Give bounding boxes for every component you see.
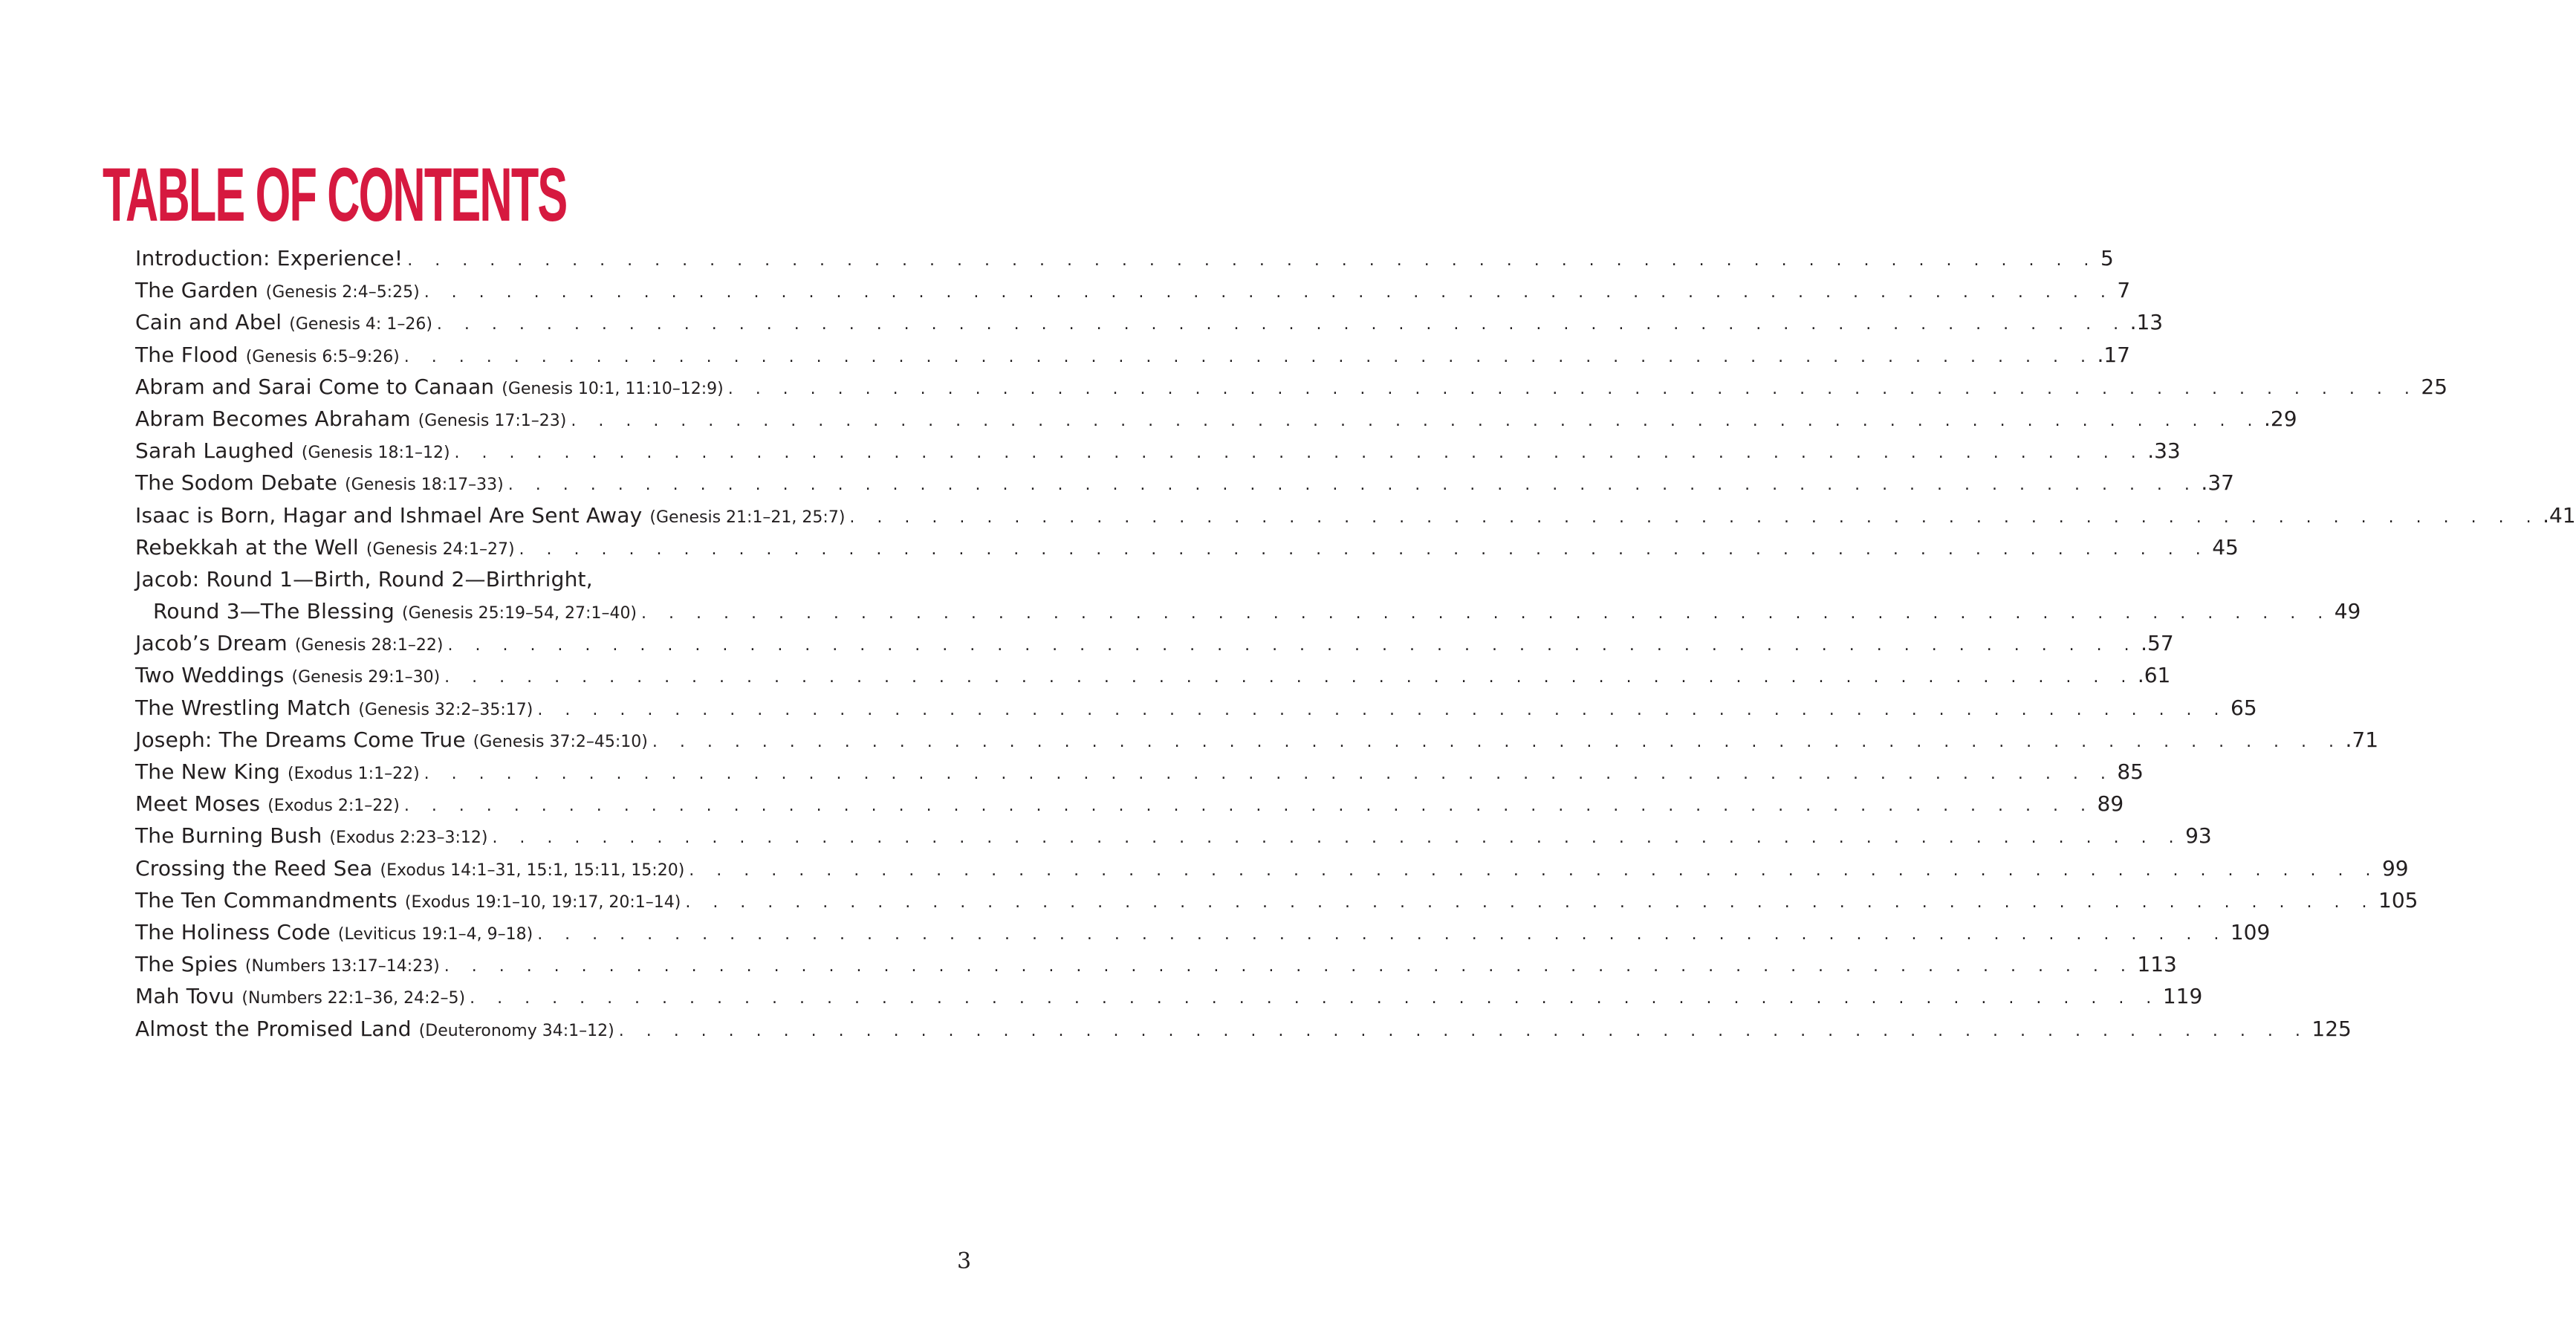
dot-leader: . . . . . . . . . . . . . . . . . . . . . . . . . . . . . . . . . . . . . . . . . . . . . . . . . . . . . . . . . . . . . . bbox=[519, 539, 2210, 559]
dot-leader: . . . . . . . . . . . . . . . . . . . . . . . . . . . . . . . . . . . . . . . . . . . . . . . . . . . . . . . . . . . . . . bbox=[689, 860, 2379, 880]
dot-leader: . . . . . . . . . . . . . . . . . . . . . . . . . . . . . . . . . . . . . . . . . . . . . . . . . . . . . . . . . . . . . . bbox=[537, 700, 2228, 719]
dot-leader: . . . . . . . . . . . . . . . . . . . . . . . . . . . . . . . . . . . . . . . . . . . . . . . . . . . . . . . . . . . . . . bbox=[436, 315, 2127, 334]
toc-entry-reference: (Genesis 28:1–22) bbox=[294, 636, 444, 655]
toc-entry-title: The Spies bbox=[135, 952, 238, 977]
toc-entry-page: .71 bbox=[2345, 727, 2379, 752]
toc-entry bbox=[135, 727, 2379, 759]
toc-entry-reference: (Genesis 17:1–23) bbox=[418, 411, 567, 430]
toc-entry-reference: (Genesis 4: 1–26) bbox=[289, 315, 432, 334]
toc-entry-title: The Ten Commandments bbox=[135, 887, 398, 913]
toc-entry-page: 119 bbox=[2162, 984, 2203, 1009]
toc-entry bbox=[135, 502, 2576, 535]
toc-entry-page: .57 bbox=[2141, 631, 2174, 656]
toc-entry-page: 85 bbox=[2117, 759, 2144, 784]
toc-entry-page: 125 bbox=[2311, 1016, 2352, 1041]
toc-entry-title: Cain and Abel bbox=[135, 310, 282, 335]
toc-entry-reference: (Exodus 19:1–10, 19:17, 20:1–14) bbox=[404, 892, 681, 912]
toc-entry bbox=[135, 278, 2131, 310]
dot-leader: . . . . . . . . . . . . . . . . . . . . . . . . . . . . . . . . . . . . . . . . . . . . . . . . . . . . . . . . . . . . . . bbox=[727, 379, 2418, 398]
toc-entry-reference: (Genesis 10:1, 11:10–12:9) bbox=[502, 379, 724, 398]
toc-entry-title: The Burning Bush bbox=[135, 823, 322, 849]
toc-entry bbox=[135, 310, 2164, 342]
toc-entry-reference: (Genesis 18:17–33) bbox=[345, 476, 504, 495]
toc-entry-page: .17 bbox=[2097, 342, 2130, 367]
toc-entry-page: 49 bbox=[2334, 599, 2361, 624]
dot-leader: . . . . . . . . . . . . . . . . . . . . . . . . . . . . . . . . . . . . . . . . . . . . . . . . . . . . . . . . . . . . . . bbox=[641, 604, 2332, 623]
toc-entry-reference: (Genesis 25:19–54, 27:1–40) bbox=[401, 604, 637, 623]
toc-entry-title: The Flood bbox=[135, 342, 239, 367]
toc-entry-reference: (Genesis 18:1–12) bbox=[301, 444, 450, 463]
toc-entry bbox=[135, 342, 2130, 375]
toc-entry-title: Round 3—The Blessing bbox=[153, 599, 395, 624]
toc-entry-title: Rebekkah at the Well bbox=[135, 534, 359, 560]
toc-entry-reference: (Leviticus 19:1–4, 9–18) bbox=[337, 924, 533, 944]
dot-leader: . . . . . . . . . . . . . . . . . . . . . . . . . . . . . . . . . . . . . . . . . . . . . . . . . . . . . . . . . . . . . . bbox=[571, 411, 2262, 430]
toc-entry-title: Crossing the Reed Sea bbox=[135, 855, 373, 881]
toc-entry bbox=[135, 887, 2418, 920]
dot-leader: . . . . . . . . . . . . . . . . . . . . . . . . . . . . . . . . . . . . . . . . . . . . . . . . . . . . . . . . . . . . . . bbox=[492, 829, 2183, 848]
toc-entry-page: 93 bbox=[2185, 823, 2212, 849]
toc-entry-title: The Garden bbox=[135, 278, 259, 303]
toc-entry-reference: (Genesis 37:2–45:10) bbox=[473, 732, 648, 751]
toc-entry-page: 65 bbox=[2231, 695, 2257, 720]
dot-leader: . . . . . . . . . . . . . . . . . . . . . . . . . . . . . . . . . . . . . . . . . . . . . . . . . . . . . . . . . . . . . . bbox=[407, 251, 2098, 270]
toc-entry-title: Jacob’s Dream bbox=[135, 631, 288, 656]
toc-entry-reference: (Deuteronomy 34:1–12) bbox=[418, 1021, 614, 1040]
toc-entry bbox=[135, 599, 2361, 631]
toc-entry-page: .41 bbox=[2543, 502, 2576, 528]
toc-entry-reference: (Numbers 22:1–36, 24:2–5) bbox=[241, 989, 466, 1008]
dot-leader: . . . . . . . . . . . . . . . . . . . . . . . . . . . . . . . . . . . . . . . . . . . . . . . . . . . . . . . . . . . . . . bbox=[424, 765, 2115, 783]
dot-leader: . . . . . . . . . . . . . . . . . . . . . . . . . . . . . . . . . . . . . . . . . . . . . . . . . . . . . . . . . . . . . . bbox=[454, 444, 2145, 463]
toc-entry bbox=[135, 663, 2171, 695]
toc-entry bbox=[135, 919, 2271, 952]
dot-leader: . . . . . . . . . . . . . . . . . . . . . . . . . . . . . . . . . . . . . . . . . . . . . . . . . . . . . . . . . . . . . . bbox=[403, 797, 2095, 816]
toc-entry-reference: (Genesis 6:5–9:26) bbox=[245, 347, 400, 366]
toc-entry-title: Mah Tovu bbox=[135, 984, 235, 1009]
toc-entry-reference: (Genesis 21:1–21, 25:7) bbox=[649, 508, 846, 527]
dot-leader: . . . . . . . . . . . . . . . . . . . . . . . . . . . . . . . . . . . . . . . . . . . . . . . . . . . . . . . . . . . . . . bbox=[444, 668, 2135, 687]
toc-entry-reference: (Exodus 2:23–3:12) bbox=[329, 829, 488, 848]
toc-entry-title: Two Weddings bbox=[135, 663, 285, 688]
toc-entry-page: 89 bbox=[2097, 791, 2124, 817]
dot-leader: . . . . . . . . . . . . . . . . . . . . . . . . . . . . . . . . . . . . . . . . . . . . . . . . . . . . . . . . . . . . . . bbox=[507, 476, 2199, 495]
toc-entry bbox=[135, 374, 2448, 406]
toc-entry bbox=[135, 406, 2297, 438]
dot-leader: . . . . . . . . . . . . . . . . . . . . . . . . . . . . . . . . . . . . . . . . . . . . . . . . . . . . . . . . . . . . . . bbox=[447, 636, 2138, 655]
toc-entry-page: 109 bbox=[2230, 919, 2271, 944]
toc-entry bbox=[135, 823, 2212, 855]
toc-entry-title: Meet Moses bbox=[135, 791, 261, 817]
toc-entry bbox=[135, 534, 2239, 567]
toc-entry-reference: (Genesis 2:4–5:25) bbox=[265, 283, 420, 302]
toc-list bbox=[135, 246, 2576, 1048]
toc-entry bbox=[135, 1016, 2352, 1048]
toc-entry-title: Sarah Laughed bbox=[135, 438, 294, 464]
toc-entry bbox=[135, 695, 2257, 727]
dot-leader: . . . . . . . . . . . . . . . . . . . . . . . . . . . . . . . . . . . . . . . . . . . . . . . . . . . . . . . . . . . . . . bbox=[652, 732, 2343, 751]
toc-entry-page: 5 bbox=[2100, 246, 2114, 270]
toc-entry bbox=[135, 438, 2181, 470]
toc-entry bbox=[135, 246, 2114, 278]
toc-entry-page: .33 bbox=[2147, 438, 2181, 464]
dot-leader: . . . . . . . . . . . . . . . . . . . . . . . . . . . . . . . . . . . . . . . . . . . . . . . . . . . . . . . . . . . . . . bbox=[470, 989, 2160, 1008]
toc-entry-title: The Holiness Code bbox=[135, 919, 331, 944]
toc-entry-title: Isaac is Born, Hagar and Ishmael Are Sent Away bbox=[135, 502, 643, 528]
toc-entry-reference: (Exodus 1:1–22) bbox=[288, 765, 420, 783]
toc-entry bbox=[135, 952, 2177, 984]
toc-entry bbox=[135, 759, 2144, 791]
dot-leader: . . . . . . . . . . . . . . . . . . . . . . . . . . . . . . . . . . . . . . . . . . . . . . . . . . . . . . . . . . . . . . bbox=[618, 1021, 2309, 1040]
toc-entry-title: Jacob: Round 1—Birth, Round 2—Birthright, bbox=[135, 566, 593, 591]
toc-entry-page: .37 bbox=[2201, 470, 2234, 496]
page-number: 3 bbox=[957, 1248, 972, 1274]
toc-entry-page: 99 bbox=[2381, 855, 2409, 881]
toc-entry-title: Almost the Promised Land bbox=[135, 1016, 412, 1041]
toc-entry-page: 25 bbox=[2421, 374, 2448, 399]
toc-entry-reference: (Exodus 2:1–22) bbox=[267, 797, 400, 816]
dot-leader: . . . . . . . . . . . . . . . . . . . . . . . . . . . . . . . . . . . . . . . . . . . . . . . . . . . . . . . . . . . . . . bbox=[403, 347, 2095, 366]
toc-entry-reference: (Genesis 32:2–35:17) bbox=[358, 700, 533, 719]
toc-entry-page: .61 bbox=[2137, 663, 2171, 688]
dot-leader: . . . . . . . . . . . . . . . . . . . . . . . . . . . . . . . . . . . . . . . . . . . . . . . . . . . . . . . . . . . . . . bbox=[537, 924, 2228, 944]
toc-entry bbox=[135, 631, 2174, 663]
toc-entry-page: 45 bbox=[2212, 534, 2239, 560]
toc-entry bbox=[135, 791, 2124, 823]
dot-leader: . . . . . . . . . . . . . . . . . . . . . . . . . . . . . . . . . . . . . . . . . . . . . . . . . . . . . . . . . . . . . . bbox=[444, 957, 2135, 976]
toc-entry bbox=[135, 855, 2409, 888]
dot-leader: . . . . . . . . . . . . . . . . . . . . . . . . . . . . . . . . . . . . . . . . . . . . . . . . . . . . . . . . . . . . . . bbox=[424, 283, 2115, 302]
toc-entry-title: The Sodom Debate bbox=[135, 470, 338, 496]
toc-entry-title: Joseph: The Dreams Come True bbox=[135, 727, 466, 752]
toc-entry-page: 105 bbox=[2378, 887, 2418, 913]
toc-entry bbox=[135, 567, 951, 599]
toc-entry-reference: (Numbers 13:17–14:23) bbox=[244, 957, 440, 976]
toc-entry bbox=[135, 984, 2203, 1016]
toc-entry-title: Abram and Sarai Come to Canaan bbox=[135, 374, 495, 399]
toc-entry-reference: (Exodus 14:1–31, 15:1, 15:11, 15:20) bbox=[380, 860, 685, 880]
toc-entry-reference: (Genesis 29:1–30) bbox=[291, 668, 441, 687]
toc-entry-page: 113 bbox=[2137, 952, 2177, 977]
toc-entry bbox=[135, 470, 2234, 502]
toc-entry-page: .29 bbox=[2264, 406, 2297, 431]
toc-entry-page: 7 bbox=[2117, 278, 2131, 303]
toc-heading: TABLE OF CONTENTS bbox=[103, 152, 567, 237]
dot-leader: . . . . . . . . . . . . . . . . . . . . . . . . . . . . . . . . . . . . . . . . . . . . . . . . . . . . . . . . . . . . . . bbox=[685, 892, 2375, 912]
toc-entry-title: The New King bbox=[135, 759, 281, 784]
dot-leader: . . . . . . . . . . . . . . . . . . . . . . . . . . . . . . . . . . . . . . . . . . . . . . . . . . . . . . . . . . . . . . bbox=[849, 508, 2540, 527]
toc-entry-title: Abram Becomes Abraham bbox=[135, 406, 411, 431]
toc-entry-title: The Wrestling Match bbox=[135, 695, 351, 720]
toc-entry-page: .13 bbox=[2129, 310, 2164, 335]
toc-entry-title: Introduction: Experience! bbox=[135, 246, 403, 270]
toc-entry-reference: (Genesis 24:1–27) bbox=[366, 539, 515, 559]
